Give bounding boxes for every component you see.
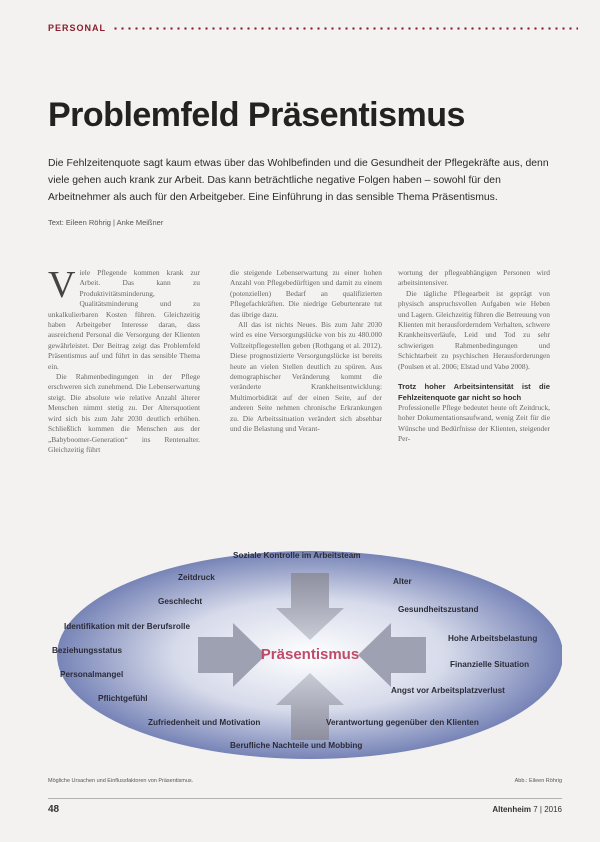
factor-label: Soziale Kontrolle im Arbeitsteam — [233, 551, 361, 560]
section-label: PERSONAL — [48, 23, 107, 33]
factor-label: Personalmangel — [60, 670, 124, 679]
drop-cap: V — [48, 264, 76, 306]
article-title: Problemfeld Präsentismus — [48, 96, 465, 134]
body-paragraph: All das ist nichts Neues. Bis zum Jahr 2030 wird es eine Versorgungslücke von bis zu 480.000 Vollzeitpflegestellen geben (Rothgang et al. 2012). Diese prognostizierte Versorgungslücke ist bereits heute an vielen Stellen deutlich zu spüren. Aus demographischer Veränderung kommt die veränderte Krankheitsentwicklung: Multimorbidität auf der einen Seite, auf der anderen Seite nehmen chronische Erkrankungen zu. Die Arbeitssituation verändert sich absehbar und die Belastung und Verant- — [230, 320, 382, 434]
diagram-center-label: Präsentismus — [260, 646, 360, 663]
issue-number: 7 | 2016 — [533, 805, 562, 814]
factor-label: Beziehungsstatus — [52, 646, 123, 655]
section-header — [48, 20, 578, 36]
factor-label: Alter — [393, 577, 412, 586]
figure-caption: Mögliche Ursachen und Einflussfaktoren von Präsentismus. — [48, 778, 194, 784]
factor-label: Angst vor Arbeitsplatzverlust — [391, 686, 505, 695]
article-lead: Die Fehlzeitenquote sagt kaum etwas über das Wohlbefinden und die Gesundheit der Pflegekräfte aus, denn viele gehen auch krank zur Arbeit. Das kann beträchtliche negative Folgen haben – sowohl für den Arbeitnehmer als auch für den Arbeitgeber. Eine Einführung in das sensible Thema Präsentismus. — [48, 158, 549, 203]
factor-label: Pflichtgefühl — [98, 694, 148, 703]
body-paragraph: wortung der pflegeabhängigen Personen wird arbeitsintensiver. — [398, 268, 550, 288]
body-paragraph: Die tägliche Pflegearbeit ist geprägt von physisch anspruchsvollen Aufgaben wie Heben und Lagern. Gleichzeitig führen die Betreuung von Klienten mit herausforderndem Verhalten, schwere Krankheitsverläufe, Leid und Tod zu sehr schwierigen Rahmenbedingungen und Schichtarbeit zu psychischen Herausforderungen (Poulsen et al. 2006; Elstad und Vabø 2008). — [398, 288, 550, 371]
body-column-1 — [48, 264, 200, 455]
body-paragraph: Viele Pflegende kommen krank zur Arbeit. Das kann zu Produktivitätsminderung, Qualitätsminderung und zu unkalkulierbaren Kosten führen. Gleichzeitig haben Arbeitgeber Interesse daran, dass ausreichend Personal die Versorgung der Klienten gewährleistet. Der Beitrag zeigt das Problemfeld Präsentismus auf und führt in das sensible Thema ein. — [48, 264, 200, 371]
factor-label: Zeitdruck — [178, 573, 215, 582]
body-paragraph: Die Rahmenbedingungen in der Pflege erschweren sich zunehmend. Die Lebenserwartung steigt. Die absolute wie relative Anzahl älterer Menschen nimmt stetig zu. Der Altersquotient wird sich bis zum Jahr 2030 deutlich erhöhen. Schließlich kommen die Menschen aus der „Babyboomer-Generation“ ins Rentenalter. Gleichzeitig führt — [48, 372, 200, 454]
factor-label: Finanzielle Situation — [450, 660, 530, 669]
factor-label: Geschlecht — [158, 597, 203, 606]
author-line: Text: Eileen Röhrig | Anke Meißner — [48, 218, 164, 227]
body-paragraph: Professionelle Pflege bedeutet heute oft Zeitdruck, hoher Dokumentationsaufwand, wenig Zeit für die Wünsche und Bedürfnisse der Klienten, steigender Per- — [398, 403, 550, 444]
body-paragraph: die steigende Lebenserwartung zu einer hohen Anzahl von Pflegebedürftigen und damit zu einem (potenziellen) Bedarf an qualifizierten Pflegefachkräften. Die niedrige Geburtenrate tut das übrige dazu. — [230, 268, 382, 319]
figure-credit: Abb.: Eileen Röhrig — [514, 778, 562, 784]
magazine-name: Altenheim — [492, 805, 531, 814]
page-number: 48 — [48, 804, 60, 815]
subheading: Trotz hoher Arbeitsintensität ist die Fehlzeitenquote gar nicht so hoch — [398, 382, 550, 402]
dotted-rule — [112, 27, 578, 30]
factor-label: Berufliche Nachteile und Mobbing — [230, 741, 363, 750]
footer-publication — [492, 805, 562, 814]
factor-label: Zufriedenheit und Motivation — [148, 718, 261, 727]
body-column-3 — [398, 268, 550, 445]
factor-label: Identifikation mit der Berufsrolle — [64, 622, 191, 631]
body-column-2 — [230, 268, 382, 435]
footer-divider — [48, 798, 562, 799]
factor-label: Verantwortung gegenüber den Klienten — [326, 718, 479, 727]
factor-label: Gesundheitszustand — [398, 605, 479, 614]
factor-label: Hohe Arbeitsbelastung — [448, 634, 538, 643]
presentism-diagram — [48, 545, 562, 773]
